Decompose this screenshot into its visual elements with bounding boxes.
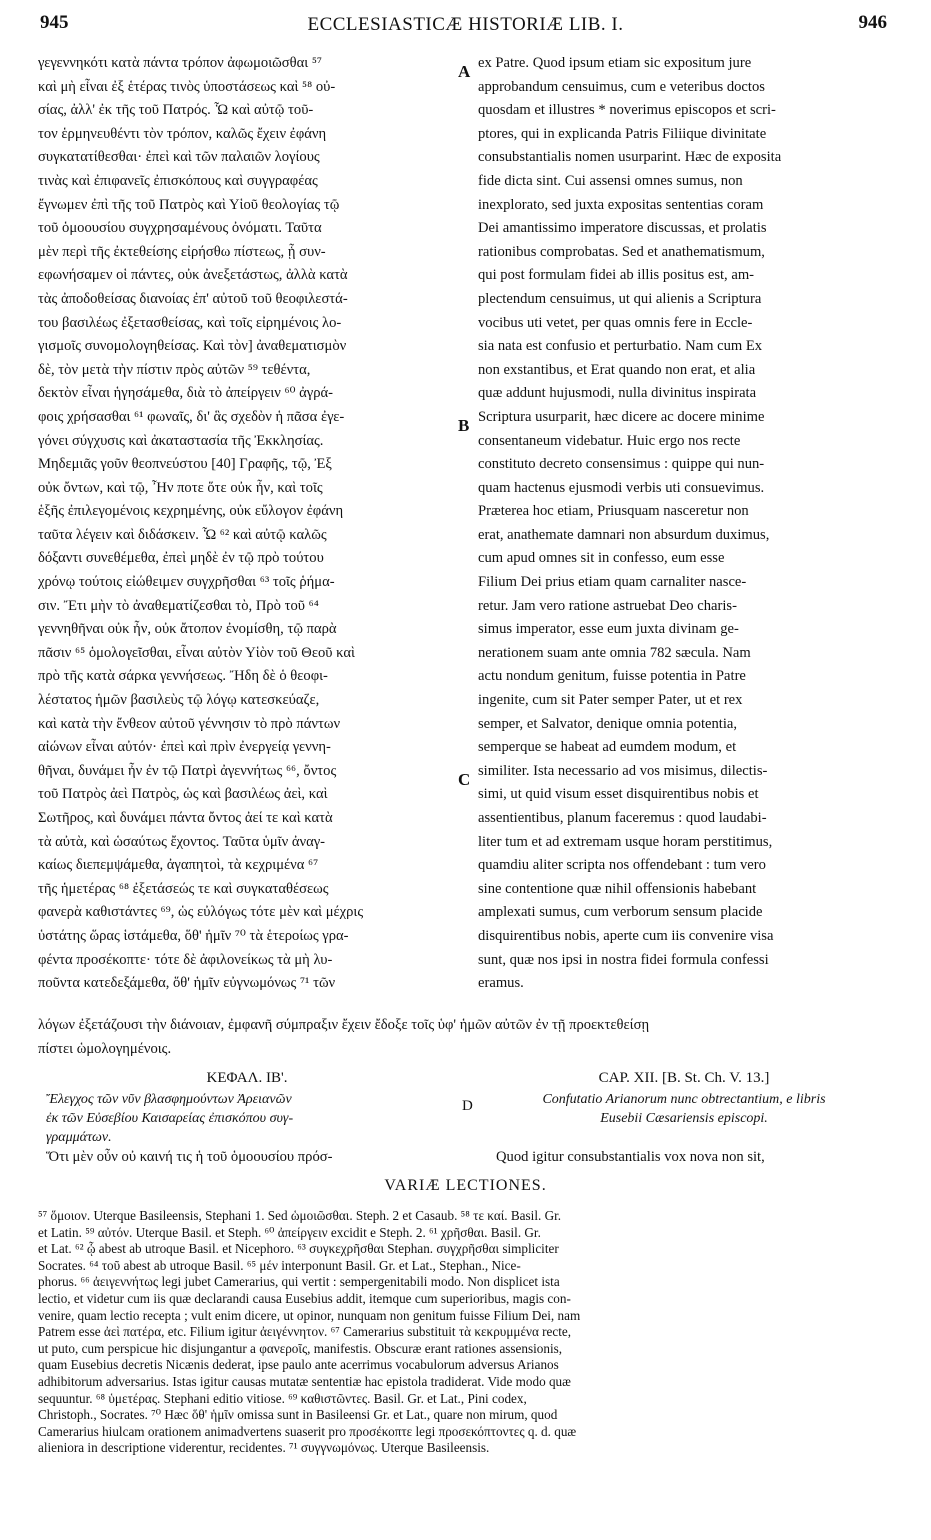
greek-text-line: καίως διεπεμψάμεθα, ἀγαπητοὶ, τὰ κεχριμένα ⁶⁷ [38,857,319,874]
greek-text-line: ποῦντα κατεδεξάμεθα, ὅθ' ἡμῖν εὐγνωμόνως ⁷¹ τῶν [38,975,336,992]
latin-text-line: cum apud omnes sit in confesso, eum esse [478,550,725,567]
latin-text-line: Præterea hoc etiam, Priusquam nasceretur non [478,503,749,520]
latin-text-line: retur. Jam vero ratione astruebat Deo charis- [478,597,737,614]
note-line: venire, quam lectio recepta ; vult enim dicere, ut opinor, nunquam non genitum fuisse Filium Dei, nam [38,1307,581,1323]
greek-text-line: πρὸ τῆς κατὰ σάρκα γεννήσεως. Ἤδη δὲ ὁ θεοφι- [38,668,328,685]
note-line: quam Eusebius decretis Nicænis dederat, ipse paulo ante acerrimus vocabulorum adversus Arianos [38,1357,559,1373]
page-number-right: 946 [858,12,887,33]
latin-text-line: sia nata est confusio et perturbatio. Nam cum Ex [478,338,763,355]
latin-text-line: rationibus comprobatas. Sed et anathematismum, [478,243,765,260]
greek-text-line: ἔγνωμεν ἐπὶ τῆς τοῦ Πατρὸς καὶ Υἱοῦ θεολογίας τῷ [38,196,340,213]
margin-letter-d: D [462,1098,473,1114]
greek-text-line: σιν. Ἔτι μὴν τὸ ἀναθεματίζεσθαι τὸ, Πρὸ τοῦ ⁶⁴ [38,597,319,614]
margin-letter-a: A [458,62,471,81]
latin-text-line: ingenite, cum sit Pater semper Pater, ut et rex [478,692,743,709]
greek-continuation-line: λόγων ἐξετάζουσι τὴν διάνοιαν, ἐμφανῆ σύμπραξιν ἔχειν ἔδοξε τοῖς ὑφ' ἡμῶν αὐτῶν ἐν τῇ προεκτεθείσῃ [38,1017,650,1033]
latin-chapter-summary-1: Confutatio Arianorum nunc obtrectantium, e libris [542,1092,826,1107]
latin-text-line: inexplorato, sed juxta expositas sententias coram [478,196,764,213]
greek-text-line: γεννηθῆναι οὐκ ἦν, οὐκ ἄτοπον ἐνομίσθη, τῷ παρὰ [38,621,337,638]
greek-text-line: ἑξῆς ἐπιλεγομένοις κεχρημένης, οὐκ εὔλογον ἐφάνη [38,503,344,520]
greek-chapter-first-line: Ὅτι μὲν οὖν οὐ καινή τις ἡ τοῦ ὁμοουσίου πρόσ- [46,1149,333,1165]
latin-text-line: non exstantibus, et Erat quando non erat, et alia [478,361,756,378]
note-line: Camerarius hiulcam orationem animadvertens suaserit pro προσέκοπτε legi προσεκόπτοντες q. d. quæ [38,1423,577,1439]
latin-text-line: Scriptura usurparit, hæc dicere ac docere minime [478,408,765,425]
latin-text-line: nerationem suam ante omnia 782 sæcula. Nam [478,644,751,661]
latin-text-line: erat, anathemate damnari non absurdum duximus, [478,526,770,543]
latin-text-line: quam hactenus ejusmodi verbis uti consuevimus. [478,479,765,496]
note-line: Socrates. ⁶⁴ τοῦ abest ab utroque Basil. ⁶⁵ μέν interponunt Basil. Gr. et Lat., Stephan., Nice- [38,1257,521,1273]
greek-text-line: τὰς ἀποδοθείσας διανοίας ἐπ' αὐτοῦ τοῦ θεοφιλεστά- [38,290,348,307]
greek-text-line: φανερὰ καθιστάντες ⁶⁹, ὡς εὐλόγως τότε μὲν καὶ μέχρις [38,904,364,921]
latin-text-line: simi, ut quid visum esset disquirentibus nobis et [478,786,759,803]
greek-text-line: τὰ αὐτὰ, καὶ ὡσαύτως ἔχοντος. Ταῦτα ὑμῖν ἀναγ- [38,833,326,850]
note-line: alieniora in descriptione viderentur, recidentes. ⁷¹ συγγνωμόνως. Uterque Basileensis. [38,1440,490,1456]
greek-chapter-summary-3: γραμμάτων. [46,1130,112,1145]
greek-text-line: σίας, ἀλλ' ἐκ τῆς τοῦ Πατρός. Ὧ καὶ αὐτῷ τοῦ- [38,102,314,119]
latin-text-line: eramus. [478,975,524,992]
greek-text-line: ὑστάτης ὥρας ἱστάμεθα, ὅθ' ἡμῖν ⁷⁰ τὰ ἑτεροίως γρα- [38,927,349,944]
latin-text-line: qui post formulam fidei ab illis positus est, am- [478,267,755,284]
latin-text-line: fide dicta sint. Cui assensi omnes sumus, non [478,172,743,189]
greek-text-line: λέστατος ἡμῶν βασιλεὺς τῷ λόγῳ κατεσκεύαζε, [38,692,320,709]
latin-text-line: quamdiu aliter scripta nos offendebant : tum vero [478,857,766,874]
greek-text-line: Μηδεμιᾶς γοῦν θεοπνεύστου [40] Γραφῆς, τῷ, Ἐξ [38,456,332,473]
greek-text-line: τινὰς καὶ ἐπιφανεῖς ἐπισκόπους καὶ συγγραφέας [38,172,318,189]
greek-column [38,52,456,996]
greek-text-line: δὲ, τὸν μετὰ τὴν πίστιν πρὸς αὐτῶν ⁵⁹ τεθέντα, [38,361,311,378]
note-line: et Latin. ⁵⁹ αὐτόν. Uterque Basil. et Steph. ⁶⁰ ἀπείργειν excidit e Steph. 2. ⁶¹ χρῆσθαι. Basil. Gr. [38,1224,541,1240]
note-line: sequuntur. ⁶⁸ ὑμετέρας. Stephani editio vitiose. ⁶⁹ καθιστῶντες. Basil. Gr. et Lat., Pini codex, [38,1390,527,1406]
note-line: ⁵⁷ ὅμοιον. Uterque Basileensis, Stephani 1. Sed ὡμοιῶσθαι. Steph. 2 et Casaub. ⁵⁸ τε καί. Basil. Gr. [38,1208,562,1223]
margin-letter-b: B [458,416,470,435]
greek-text-line: συγκατατίθεσθαι· ἐπεὶ καὶ τῶν παλαιῶν λογίους [38,149,320,166]
variae-lectiones-heading: VARIÆ LECTIONES. [384,1177,547,1194]
greek-continuation-line-end: πίστει ὡμολογημένοις. [38,1041,172,1057]
latin-text-line: assentientibus, planum faceremus : quod laudabi- [478,810,767,826]
latin-text-line: quæ addunt hujusmodi, nulla divinitus inspirata [478,385,757,402]
latin-text-line: simus imperator, esse eum juxta divinam ge- [478,621,739,638]
note-line: adhibitorum adversarius. Istas igitur causas mutatæ sententiæ hac epistola tradiderat. Vide modo quæ [38,1373,571,1389]
greek-text-line: ταῦτα λέγειν καὶ διδάσκειν. Ὧ ⁶² καὶ αὐτῷ καλῶς [38,526,327,543]
greek-text-line: φέντα προσέκοπτε· τότε δὲ ἀφιλονείκως τὰ μὴ λυ- [38,951,333,968]
greek-text-line: εφωνήσαμεν οἱ πάντες, οὐκ ἀνεξετάστως, ἀλλὰ κατὰ [38,267,348,284]
greek-text-line: γόνει σύγχυσις καὶ ἀκαταστασία τῆς Ἐκκλησίας. [38,432,324,449]
greek-text-line: φοις χρήσασθαι ⁶¹ φωναῖς, δι' ἃς σχεδὸν ἡ πᾶσα ἐγε- [38,408,345,425]
greek-text-line: γισμοῖς συνομολογηθείσας. Καὶ τὸν] ἀναθεματισμὸν [38,338,347,355]
greek-text-line: Σωτῆρος, καὶ δυνάμει πάντα ὄντος ἀεί τε καὶ κατὰ [38,810,333,826]
latin-text-line: amplexati sumus, cum verborum sensum placide [478,904,763,921]
latin-text-line: Dei amantissimo imperatore discussas, et prolatis [478,220,767,237]
page-number-left: 945 [40,12,69,33]
latin-text-line: sunt, quæ nos ipsi in nostra fidei formula confessi [478,951,769,968]
latin-column [478,52,890,996]
note-line: Patrem esse ἀεὶ πατέρα, etc. Filium igitur ἀειγέννητον. ⁶⁷ Camerarius substituit τὰ κεκρυμμένα recte, [38,1324,572,1340]
greek-chapter-summary-1: Ἔλεγχος τῶν νῦν βλασφημούντων Ἀρειανῶν [46,1092,292,1107]
greek-text-line: δεκτὸν εἶναι ἡγησάμεθα, διὰ τὸ ἀπείργειν ⁶⁰ ἀγρά- [38,385,333,402]
latin-chapter-title: CAP. XII. [B. St. Ch. V. 13.] [598,1070,770,1086]
latin-text-line: liter tum et ad extremam usque horam perstitimus, [478,833,773,850]
latin-text-line: consentaneum videbatur. Huic ergo nos recte [478,432,741,449]
latin-text-line: quosdam et illustres * noverimus episcopos et scri- [478,102,776,119]
latin-text-line: approbandum censuimus, cum e veteribus doctos [478,78,765,95]
latin-text-line: sine contentione quæ nihil offensionis habebant [478,880,757,897]
latin-text-line: vocibus uti vetet, per quas omnis fere in Eccle- [478,314,753,331]
greek-text-line: θῆναι, δυνάμει ἦν ἐν τῷ Πατρὶ ἀγεννήτως ⁶⁶, ὄντος [38,762,337,779]
latin-text-line: ptores, qui in explicanda Patris Filiique divinitate [478,125,767,142]
latin-text-line: consubstantialis nomen usurparint. Hæc de exposita [478,149,782,166]
greek-chapter-title: ΚΕΦΑΛ. ΙΒ'. [206,1070,288,1086]
latin-text-line: similiter. Ista necessario ad vos misimus, dilectis- [478,762,768,779]
latin-text-line: actu nondum genitum, fuisse potentia in Patre [478,668,746,685]
variant-readings-notes [38,1208,900,1457]
greek-text-line: τον ἑρμηνευθέντι τὸν τρόπον, καλῶς ἔχειν ἐφάνη [38,125,327,142]
note-line: phorus. ⁶⁶ ἀειγεννήτως legi jubet Camerarius, qui vertit : sempergenitabili modo. Non displicet ista [38,1274,560,1290]
greek-text-line: χρόνῳ τούτοις εἰώθειμεν συγχρῆσθαι ⁶³ τοῖς ῥήμα- [38,574,335,591]
latin-text-line: semper, et Salvator, denique omnia potentia, [478,715,738,732]
running-title: ECCLESIASTICÆ HISTORIÆ LIB. I. [307,14,624,35]
greek-text-line: τοῦ Πατρὸς ἀεὶ Πατρὸς, ὡς καὶ βασιλέως ἀεὶ, καὶ [38,786,328,803]
greek-text-line: του βασιλέως ἐξετασθείσας, καὶ τοῖς εἰρημένοις λο- [38,314,342,331]
latin-text-line: semperque se habeat ad eumdem modum, et [478,739,737,756]
latin-chapter-summary-2: Eusebii Cæsariensis episcopi. [600,1111,768,1126]
greek-text-line: πᾶσιν ⁶⁵ ὁμολογεῖσθαι, εἶναι αὐτὸν Υἱὸν τοῦ Θεοῦ καὶ [38,644,355,661]
greek-text-line: οὐκ ὄντων, καὶ τῷ, Ἦν ποτε ὅτε οὐκ ἦν, καὶ τοῖς [38,479,323,496]
note-line: lectio, et videtur cum iis quæ declarandi causa Eusebius addit, itemque cum superioribus, magis con- [38,1290,571,1306]
greek-text-line: τοῦ ὁμοουσίου συγχρησαμένους ὀνόματι. Ταῦτα [38,220,322,237]
greek-chapter-summary-2: ἐκ τῶν Εὐσεβίου Καισαρείας ἐπισκόπου συγ- [46,1111,294,1126]
greek-text-line: καὶ κατὰ τὴν ἔνθεον αὐτοῦ γέννησιν τὸ πρὸ πάντων [38,715,341,732]
latin-text-line: disquirentibus nobis, aperte cum iis convenire visa [478,927,774,944]
greek-text-line: μὲν περὶ τῆς ἐκτεθείσης εἰρήσθω πίστεως, ᾗ συν- [38,243,326,260]
note-line: et Lat. ⁶² ᾧ abest ab utroque Basil. et Nicephoro. ⁶³ συγκεχρῆσθαι Stephan. συγχρῆσθαι simpliciter [38,1241,559,1257]
latin-text-line: plectendum censuimus, ut qui alienis a Scriptura [478,290,762,307]
latin-chapter-first-line: Quod igitur consubstantialis vox nova non sit, [496,1149,765,1165]
greek-text-line: γεγεννηκότι κατὰ πάντα τρόπον ἀφωμοιῶσθαι ⁵⁷ [38,55,322,71]
note-line: ut puto, cum perspicue hic disjungantur a φανεροῖς, manifestis. Obscuræ erant rationes assensionis, [38,1340,563,1356]
page-header [0,12,931,42]
greek-text-line: δόξαντι συνεθέμεθα, ἐπεὶ μηδὲ ἐν τῷ πρὸ τούτου [38,550,324,567]
latin-text-line: ex Patre. Quod ipsum etiam sic expositum jure [478,55,752,71]
greek-text-line: καὶ μὴ εἶναι ἐξ ἑτέρας τινὸς ὑποστάσεως καὶ ⁵⁸ οὐ- [38,78,336,95]
latin-text-line: Filium Dei prius etiam quam carnaliter nasce- [478,574,747,591]
margin-letter-c: C [458,770,471,789]
latin-text-line: constituto decreto consensimus : quippe qui nun- [478,456,765,473]
greek-text-line: τῆς ἡμετέρας ⁶⁸ ἐξετάσεώς τε καὶ συγκαταθέσεως [38,880,329,897]
note-line: Christoph., Socrates. ⁷⁰ Hæc ὅθ' ἡμῖν omissa sunt in Basileensi Gr. et Lat., quare non mirum, quod [38,1407,558,1423]
greek-text-line: αἰώνων εἶναι αὐτόν· ἐπεὶ καὶ πρὶν ἐνεργείᾳ γεννη- [38,739,331,756]
